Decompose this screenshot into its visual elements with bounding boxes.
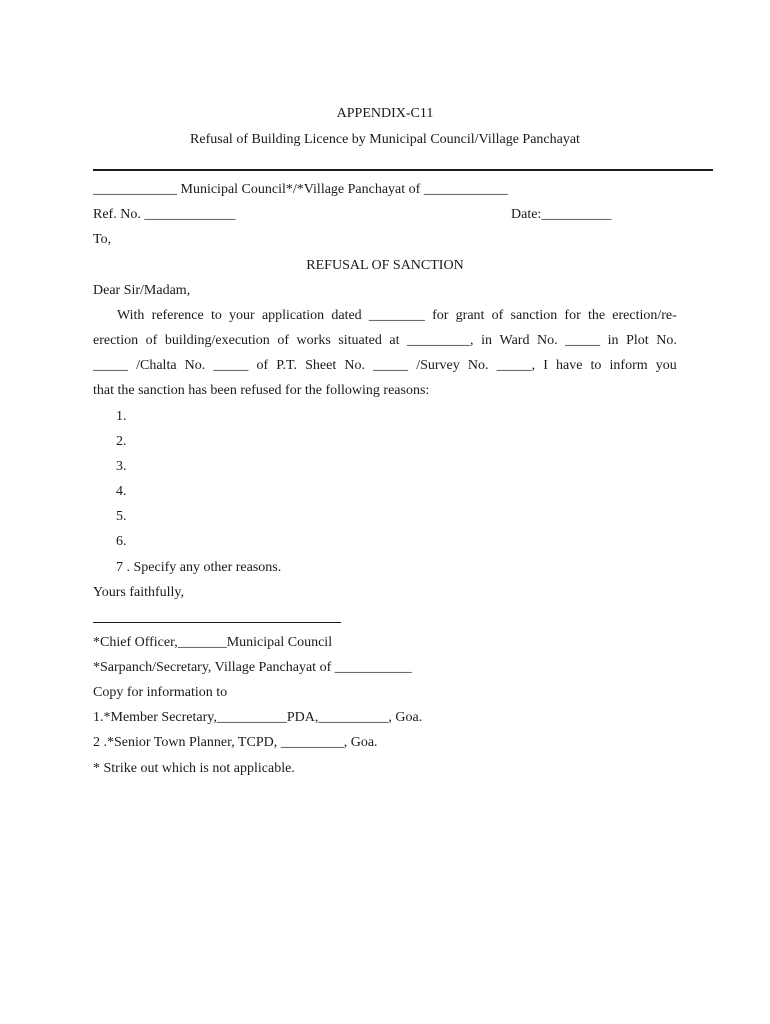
copy-recipient-1: 1.*Member Secretary,__________PDA,__________, Goa. [93,710,423,725]
addressee-to: To, [93,232,112,247]
paragraph-word: dated [331,308,362,323]
paragraph-word: for [432,308,449,323]
paragraph-word: _________, [407,333,474,348]
footnote: * Strike out which is not applicable. [93,761,295,776]
paragraph-word: situated [338,333,382,348]
paragraph-word: in [481,333,492,348]
paragraph-word: _____ [93,358,128,373]
paragraph-word: _____ [213,358,249,373]
paragraph-word: _____ [373,358,409,373]
chief-officer-line: *Chief Officer,_______Municipal Council [93,635,333,650]
header-divider [93,169,713,171]
paragraph-word: P.T. [276,358,298,373]
list-item: 5. [116,509,127,524]
list-item: 7 . Specify any other reasons. [116,560,282,575]
paragraph-word: reference [151,308,204,323]
paragraph-word: erection [93,333,139,348]
appendix-title: APPENDIX-C11 [336,106,434,121]
list-item: 6. [116,534,127,549]
paragraph-word: Sheet [305,358,337,373]
paragraph-word: have [556,358,583,373]
copy-recipient-2: 2 .*Senior Town Planner, TCPD, _________, Goa. [93,735,378,750]
paragraph-word: erection/re- [612,308,677,323]
paragraph-word: Plot [626,333,649,348]
date-field: Date:__________ [511,207,612,222]
paragraph-line-3 [93,357,677,375]
paragraph-word: building/execution [164,333,270,348]
paragraph-line-4: that the sanction has been refused for the following reasons: [93,383,430,398]
section-title: REFUSAL OF SANCTION [306,258,464,273]
paragraph-word: of [277,333,290,348]
document-subtitle: Refusal of Building Licence by Municipal Council/Village Panchayat [190,132,580,147]
paragraph-word: _____, [496,358,536,373]
paragraph-word: I [543,358,548,373]
paragraph-word: of [491,308,504,323]
paragraph-word: No. [536,333,558,348]
paragraph-word: your [229,308,255,323]
list-item: 4. [116,484,127,499]
list-item: 1. [116,409,127,424]
paragraph-line-2 [93,332,677,350]
paragraph-word: application [261,308,325,323]
paragraph-word: sanction [510,308,558,323]
copy-info-heading: Copy for information to [93,685,228,700]
paragraph-word: ________ [368,308,425,323]
paragraph-word: of [256,358,269,373]
paragraph-word: inform [609,358,648,373]
paragraph-word: /Survey [416,358,460,373]
paragraph-word: /Chalta [136,358,177,373]
sarpanch-line: *Sarpanch/Secretary, Village Panchayat of ___________ [93,660,412,675]
closing-yours-faithfully: Yours faithfully, [93,585,185,600]
paragraph-word: for [564,308,581,323]
paragraph-word: No. [467,358,489,373]
paragraph-word: _____ [565,333,601,348]
paragraph-word: in [607,333,619,348]
paragraph-word: grant [455,308,485,323]
paragraph-word: you [655,358,677,373]
council-line: ____________ Municipal Council*/*Village Panchayat of ____________ [93,182,508,197]
signature-line [93,622,341,623]
paragraph-word: No. [656,333,677,348]
salutation: Dear Sir/Madam, [93,283,191,298]
ref-no: Ref. No. _____________ [93,207,236,222]
list-item: 3. [116,459,127,474]
list-item: 2. [116,434,127,449]
paragraph-word: works [296,333,331,348]
paragraph-line-1 [117,307,677,325]
paragraph-word: With [117,308,145,323]
paragraph-word: to [210,308,222,323]
paragraph-word: Ward [499,333,530,348]
paragraph-word: at [389,333,400,348]
paragraph-word: of [145,333,158,348]
paragraph-word: No. [344,358,365,373]
paragraph-word: the [587,308,606,323]
paragraph-word: No. [184,358,206,373]
paragraph-word: to [590,358,602,373]
